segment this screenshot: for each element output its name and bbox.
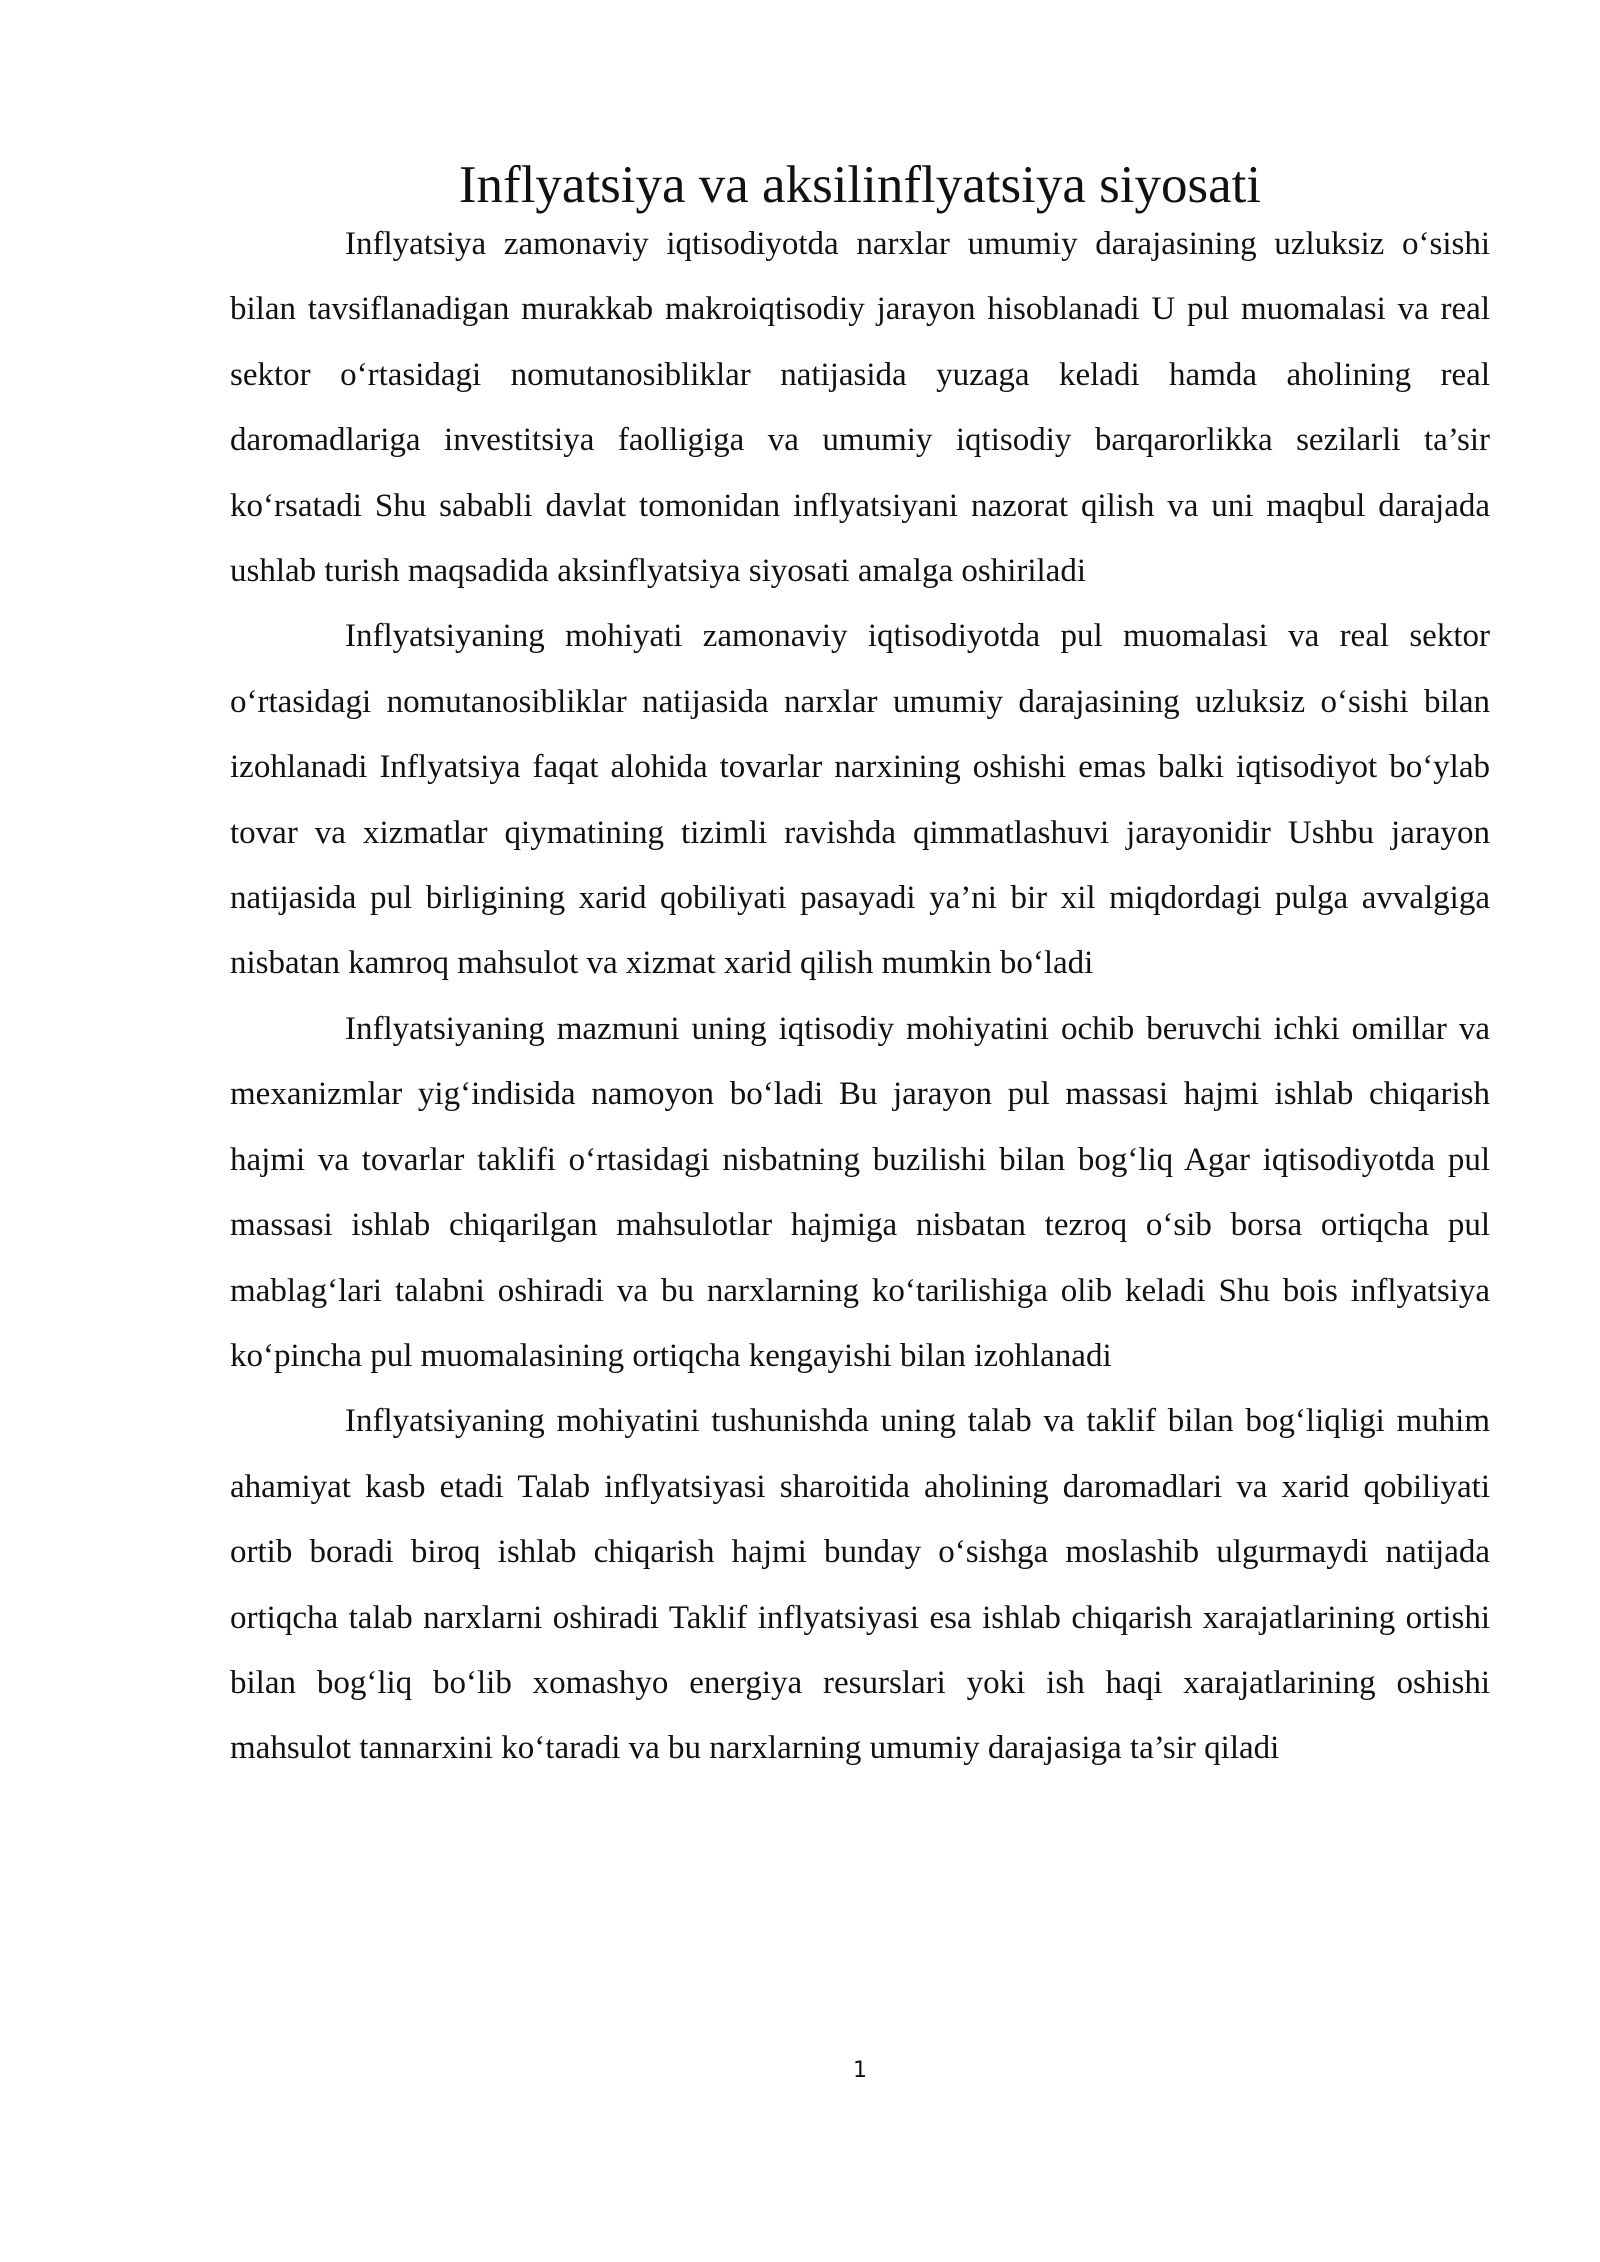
paragraph-2: Inflyatsiyaning mohiyati zamonaviy iqtisodiyotda pul muomalasi va real sektor o‘rtasidagi nomutanosibliklar natijasida narxlar umumiy darajasining uzluksiz o‘sishi bilan izohlanadi Inflyatsiya faqat alohida tovarlar narxining oshishi emas balki iqtisodiyot bo‘ylab tovar va xizmatlar qiymatining tizimli ravishda qimmatlashuvi jarayonidir Ushbu jarayon natijasida pul birligining xarid qobiliyati pasayadi ya’ni bir xil miqdordagi pulga avvalgiga nisbatan kamroq mahsulot va xizmat xarid qilish mumkin bo‘ladi xyxy=(230,618,1490,982)
paragraph-1: Inflyatsiya zamonaviy iqtisodiyotda narxlar umumiy darajasining uzluksiz o‘sishi bilan tavsiflanadigan murakkab makroiqtisodiy jarayon hisoblanadi U pul muomalasi va real sektor o‘rtasidagi nomutanosibliklar natijasida yuzaga keladi hamda aholining real daromadlariga investitsiya faolligiga va umumiy iqtisodiy barqarorlikka sezilarli ta’sir ko‘rsatadi Shu sababli davlat tomonidan inflyatsiyani nazorat qilish va uni maqbul darajada ushlab turish maqsadida aksinflyatsiya siyosati amalga oshiriladi xyxy=(230,226,1490,590)
paragraph-3: Inflyatsiyaning mazmuni uning iqtisodiy mohiyatini ochib beruvchi ichki omillar va mexanizmlar yig‘indisida namoyon bo‘ladi Bu jarayon pul massasi hajmi ishlab chiqarish hajmi va tovarlar taklifi o‘rtasidagi nisbatning buzilishi bilan bog‘liq Agar iqtisodiyotda pul massasi ishlab chiqarilgan mahsulotlar hajmiga nisbatan tezroq o‘sib borsa ortiqcha pul mablag‘lari talabni oshiradi va bu narxlarning ko‘tarilishiga olib keladi Shu bois inflyatsiya ko‘pincha pul muomalasining ortiqcha kengayishi bilan izohlanadi xyxy=(230,1010,1490,1374)
document-title: Inflyatsiya va aksilinflyatsiya siyosati xyxy=(458,156,1262,214)
paragraph-4: Inflyatsiyaning mohiyatini tushunishda uning talab va taklif bilan bog‘liqligi muhim ahamiyat kasb etadi Talab inflyatsiyasi sharoitida aholining daromadlari va xarid qobiliyati ortib boradi biroq ishlab chiqarish hajmi bunday o‘sishga moslashib ulgurmaydi natijada ortiqcha talab narxlarni oshiradi Taklif inflyatsiyasi esa ishlab chiqarish xarajatlarining ortishi bilan bog‘liq bo‘lib xomashyo energiya resurslari yoki ish haqi xarajatlarining oshishi mahsulot tannarxini ko‘taradi va bu narxlarning umumiy darajasiga ta’sir qiladi xyxy=(230,1403,1490,1767)
page-number: 1 xyxy=(853,2058,867,2083)
document-body xyxy=(230,212,1490,1782)
